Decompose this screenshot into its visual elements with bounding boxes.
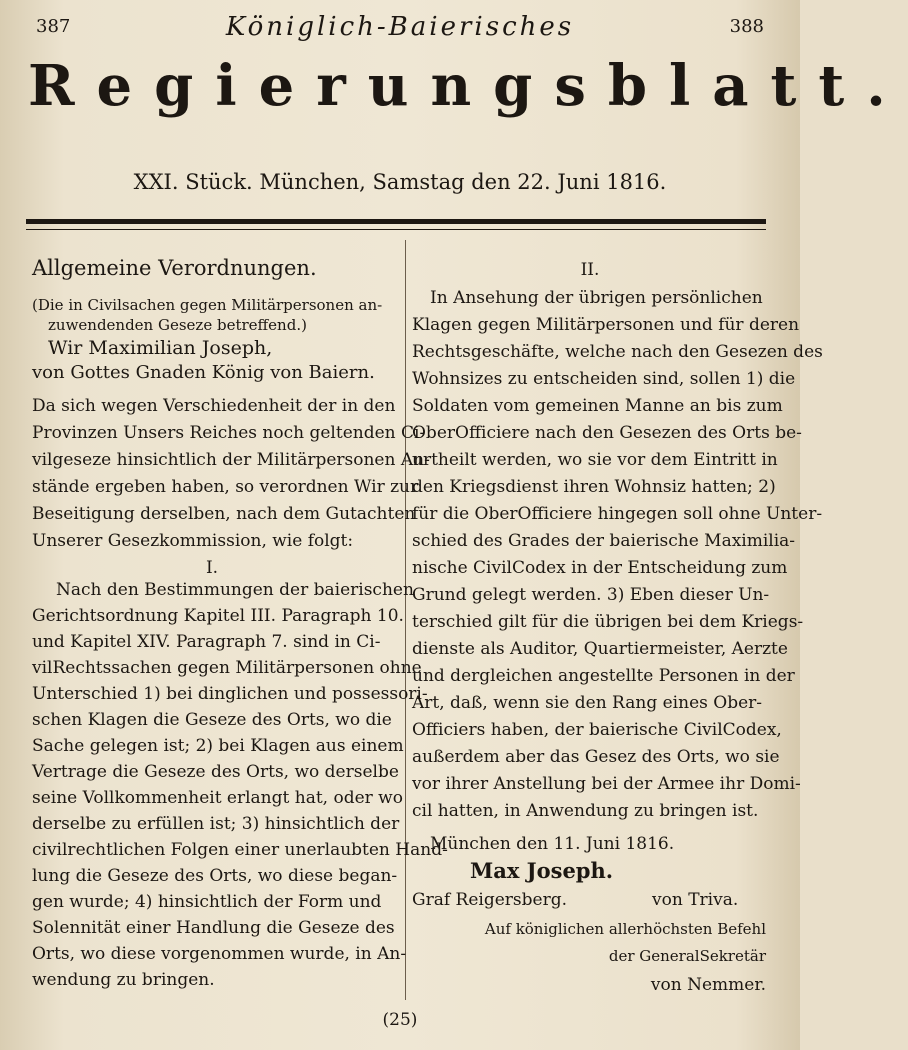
header-rule-thin <box>26 229 766 230</box>
section-2-line: schied des Grades der baierische Maximilia- <box>412 531 796 551</box>
header-rule-thick <box>26 219 766 224</box>
section-2-line: terschied gilt für die übrigen bei dem Kriegs- <box>412 612 804 632</box>
masthead-title: Regierungsblatt. <box>28 53 908 119</box>
section-1-line: Vertrage die Geseze des Orts, wo derselbe <box>32 762 399 782</box>
section-1-line: derselbe zu erfüllen ist; 3) hinsichtlich der <box>32 814 400 834</box>
section-2-line: für die OberOfficiere hingegen soll ohne Unter- <box>412 504 823 524</box>
section-2-line: den Kriegsdienst ihren Wohnsiz hatten; 2) <box>412 477 776 497</box>
preamble-line: Beseitigung derselben, nach dem Gutachten <box>32 504 416 524</box>
section-2-line: urtheilt werden, wo sie vor dem Eintritt in <box>412 450 778 470</box>
section-1-line: Sache gelegen ist; 2) bei Klagen aus einem <box>32 736 404 756</box>
section-2-line: dienste als Auditor, Quartiermeister, Aerzte <box>412 639 788 659</box>
section-2-line: Officiers haben, der baierische CivilCodex, <box>412 720 782 740</box>
section-number-2: II. <box>580 260 600 280</box>
section-2-line: Wohnsizes zu entscheiden sind, sollen 1) die <box>412 369 796 389</box>
preamble-line: Da sich wegen Verschiedenheit der in den <box>32 396 396 416</box>
masthead-subtitle: Königlich-Baierisches <box>225 12 575 42</box>
section-heading: Allgemeine Verordnungen. <box>32 256 317 280</box>
subject-line-1: (Die in Civilsachen gegen Militärpersonen an- <box>32 296 383 314</box>
order-line: der GeneralSekretär <box>608 947 766 965</box>
section-1-line: Gerichtsordnung Kapitel III. Paragraph 10. <box>32 606 404 626</box>
section-1-line: Solennität einer Handlung die Geseze des <box>32 918 395 938</box>
section-1-line: Orts, wo diese vorgenommen wurde, in An- <box>32 944 407 964</box>
preamble-line: vilgeseze hinsichtlich der Militärpersonen An- <box>32 450 430 470</box>
section-1-line: vilRechtssachen gegen Militärpersonen ohne <box>32 658 422 678</box>
countersign-right: von Triva. <box>652 890 739 910</box>
section-1-line: gen wurde; 4) hinsichtlich der Form und <box>32 892 382 912</box>
section-2-line: Klagen gegen Militärpersonen und für deren <box>412 315 800 335</box>
section-2-line: cil hatten, in Anwendung zu bringen ist. <box>412 801 759 821</box>
countersign-left: Graf Reigersberg. <box>412 890 567 910</box>
date-line: München den 11. Juni 1816. <box>430 834 675 854</box>
order-line: Auf königlichen allerhöchsten Befehl <box>484 920 766 938</box>
preamble-line: Unserer Gesezkommission, wie folgt: <box>32 531 354 551</box>
section-2-line: nische CivilCodex in der Entscheidung zum <box>412 558 788 578</box>
section-1-line: Unterschied 1) bei dinglichen und possessori- <box>32 684 428 704</box>
section-1-line: Nach den Bestimmungen der baierischen <box>56 580 414 600</box>
section-2-line: außerdem aber das Gesez des Orts, wo sie <box>412 747 780 767</box>
section-1-line: lung die Geseze des Orts, wo diese began- <box>32 866 398 886</box>
order-line: von Nemmer. <box>650 975 766 995</box>
signature: Max Joseph. <box>470 858 614 883</box>
section-2-line: Grund gelegt werden. 3) Eben dieser Un- <box>412 585 770 605</box>
section-2-line: Soldaten vom gemeinen Manne an bis zum <box>412 396 783 416</box>
column-divider <box>405 240 406 1000</box>
section-2-line: Art, daß, wenn sie den Rang eines Ober- <box>412 693 763 713</box>
page-number-right: 388 <box>729 16 764 37</box>
section-1-line: seine Vollkommenheit erlangt hat, oder wo <box>32 788 403 808</box>
section-2-line: und dergleichen angestellte Personen in der <box>412 666 795 686</box>
section-2-line: In Ansehung der übrigen persönlichen <box>430 288 763 308</box>
sovereign-line-2: von Gottes Gnaden König von Baiern. <box>32 362 375 383</box>
section-1-line: schen Klagen die Geseze des Orts, wo die <box>32 710 392 730</box>
subject-line-2: zuwendenden Geseze betreffend.) <box>48 316 307 334</box>
page-number-left: 387 <box>36 16 71 37</box>
section-1-line: wendung zu bringen. <box>32 970 215 990</box>
sheet-mark: (25) <box>382 1010 418 1030</box>
preamble-line: Provinzen Unsers Reiches noch geltenden Ci- <box>32 423 426 443</box>
preamble-line: stände ergeben haben, so verordnen Wir zur <box>32 477 419 497</box>
section-2-line: vor ihrer Anstellung bei der Armee ihr Domi- <box>412 774 801 794</box>
issue-line: XXI. Stück. München, Samstag den 22. Juni 1816. <box>133 170 667 194</box>
section-2-line: Rechtsgeschäfte, welche nach den Gesezen des <box>412 342 823 362</box>
section-number-1: I. <box>205 558 219 578</box>
section-1-line: und Kapitel XIV. Paragraph 7. sind in Ci- <box>32 632 381 652</box>
sovereign-line-1: Wir Maximilian Joseph, <box>48 337 273 359</box>
section-1-line: civilrechtlichen Folgen einer unerlaubten Hand- <box>32 840 448 860</box>
section-2-line: OberOfficiere nach den Gesezen des Orts be- <box>412 423 802 443</box>
